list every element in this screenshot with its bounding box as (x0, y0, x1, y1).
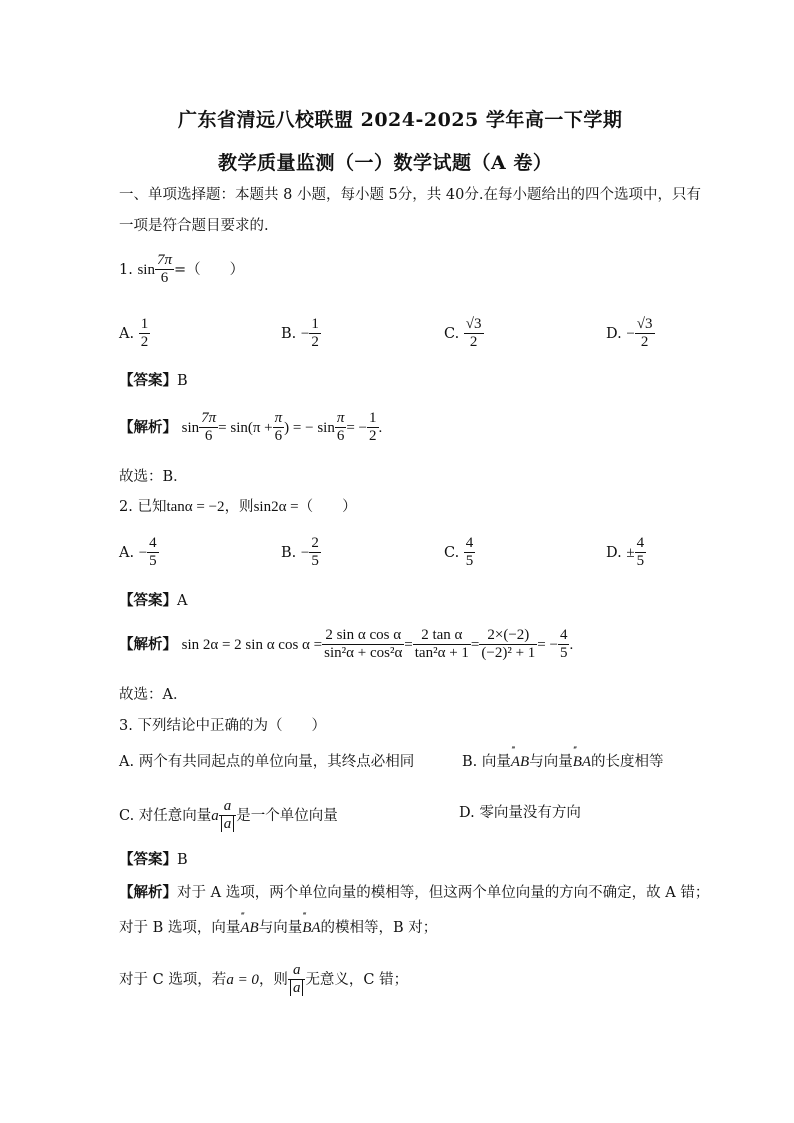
q1-option-b (281, 316, 321, 352)
q3-option-c (119, 798, 338, 834)
answer-value: B (177, 852, 188, 868)
fraction-den: a (221, 816, 235, 832)
option-sign: − (300, 325, 310, 342)
option-label: D. (606, 544, 622, 561)
fraction-num: 2×(−2) (479, 627, 537, 645)
analysis-fraction (367, 410, 379, 446)
answer-value: B (177, 373, 188, 389)
analysis-part: = − (537, 636, 558, 653)
option-fraction (635, 316, 655, 352)
analysis-text: 的模相等，B 对； (320, 920, 438, 936)
analysis-part: . (378, 419, 383, 436)
fraction-num: 1 (367, 410, 379, 428)
analysis-fraction (199, 410, 218, 446)
q2-stem-part: 已知 (137, 499, 167, 515)
analysis-part: = sin(π + (218, 419, 273, 436)
option-text: C. 对任意向量 (119, 807, 212, 824)
analysis-part: = (470, 636, 480, 653)
q1-option-c (444, 316, 484, 352)
vector-ab: ′′′ AB (511, 755, 529, 770)
option-fraction (464, 316, 484, 352)
option-num: 2 (309, 535, 321, 553)
option-den: 2 (311, 334, 319, 351)
q3-stem (119, 719, 326, 734)
analysis-text: ，则 (258, 971, 288, 988)
q1-option-d (606, 316, 655, 352)
section-intro-line2: 一项是符合题目要求的. (119, 218, 269, 234)
option-label: A. (119, 325, 135, 342)
fraction-den: a (290, 980, 304, 996)
q2-stem-part: ，则 (224, 499, 254, 515)
option-num: 4 (464, 535, 476, 553)
q3-analysis-line1 (119, 886, 709, 901)
option-num: 4 (147, 535, 159, 553)
option-text: 是一个单位向量 (236, 807, 338, 824)
option-sign: ± (626, 544, 635, 561)
option-den: 2 (140, 334, 149, 351)
analysis-part: . (569, 636, 574, 653)
analysis-label: 【解析】 (119, 418, 177, 436)
analysis-part: sin (181, 419, 200, 436)
answer-label: 【答案】 (119, 592, 177, 609)
q2-option-d (606, 535, 646, 571)
zero-vector-equation: a = 0 (226, 971, 259, 988)
fraction-num: 7π (199, 410, 218, 428)
q3-stem-text: 下列结论中正确的为（ ） (137, 718, 326, 734)
option-text: B. 向量 (462, 754, 511, 770)
option-fraction (139, 316, 151, 352)
fraction-den: 2 (369, 428, 377, 445)
answer-label: 【答案】 (119, 851, 177, 868)
q2-number: 2. (119, 499, 133, 515)
q3-analysis-line3 (119, 962, 408, 998)
fraction-num: a (219, 798, 237, 816)
option-label: D. (606, 325, 622, 342)
analysis-fraction (479, 627, 537, 663)
analysis-part: ) = − sin (284, 419, 335, 436)
option-label: C. (444, 544, 460, 561)
q3-option-a: A. 两个有共同起点的单位向量，其终点必相同 (119, 754, 415, 770)
fraction-num: a (288, 962, 306, 980)
option-den: 5 (636, 553, 645, 570)
analysis-part: = (404, 636, 413, 653)
q3-option-d: D. 零向量没有方向 (459, 805, 581, 821)
option-label: B. (281, 544, 297, 561)
q1-stem-num: 7π (155, 252, 174, 270)
q1-choose: 故选：B． (119, 469, 188, 485)
q2-answer (119, 594, 187, 609)
option-den: 5 (311, 553, 319, 570)
q2-stem (119, 500, 357, 515)
q1-stem-func: sin (137, 261, 155, 278)
analysis-fraction (558, 627, 570, 663)
fraction-num: π (273, 410, 285, 428)
option-den: 5 (465, 553, 474, 570)
option-fraction (464, 535, 476, 571)
analysis-fraction (335, 410, 347, 446)
fraction-den: tan²α + 1 (414, 645, 469, 662)
option-label: A. (119, 544, 135, 561)
fraction-den: 6 (274, 428, 283, 445)
q1-number: 1. (119, 261, 133, 278)
vector-a: a (211, 807, 219, 824)
q2-option-c (444, 535, 475, 571)
option-label: B. (281, 325, 297, 342)
q1-analysis (119, 410, 382, 446)
option-den: 2 (640, 334, 649, 351)
analysis-text: 与向量 (258, 920, 303, 936)
analysis-text: 对于 B 选项，向量 (119, 920, 241, 936)
option-fraction (635, 535, 647, 571)
q2-analysis (119, 627, 573, 663)
analysis-text: 对于 A 选项，两个单位向量的模相等，但这两个单位向量的方向不确定，故 A 错； (177, 885, 710, 901)
analysis-part: = − (346, 419, 368, 436)
q2-option-b (281, 535, 321, 571)
q1-stem-den: 6 (160, 270, 169, 287)
vector-ba: ′′′ BA (302, 921, 320, 936)
option-fraction (147, 535, 159, 571)
option-num: 4 (635, 535, 647, 553)
fraction-den: 5 (559, 645, 568, 662)
option-den: 2 (469, 334, 478, 351)
q1-answer (119, 374, 188, 389)
section-intro-line1: 一、单项选择题：本题共 8 小题，每小题 5分，共 40分.在每小题给出的四个选项中，只有 (119, 187, 701, 203)
analysis-fraction (273, 410, 285, 446)
option-fraction (309, 535, 321, 571)
option-den: 5 (149, 553, 157, 570)
option-num: 1 (309, 316, 321, 334)
q3-number: 3. (119, 718, 133, 734)
vector-ba: ′′′ BA (573, 755, 591, 770)
q2-choose: 故选：A． (119, 687, 188, 703)
unit-vector-fraction (219, 798, 237, 834)
vector-ab: ′′′ AB (240, 921, 258, 936)
option-text: 与向量 (529, 754, 573, 770)
analysis-label: 【解析】 (119, 884, 177, 901)
fraction-den: 6 (336, 428, 345, 445)
analysis-fraction (322, 627, 404, 663)
analysis-label: 【解析】 (119, 635, 177, 653)
fraction-num: 2 tan α (413, 627, 471, 645)
analysis-part: sin 2α = 2 sin α cos α = (181, 636, 323, 653)
fraction-den: 6 (204, 428, 213, 445)
q1-stem (119, 252, 244, 288)
page-title-line2: 教学质量监测（一）数学试题（A 卷） (218, 152, 553, 174)
option-sign: − (300, 544, 310, 561)
analysis-text: 对于 C 选项，若 (119, 971, 227, 988)
q2-option-a (119, 535, 159, 571)
q1-stem-suffix: =（ ） (173, 261, 245, 278)
fraction-num: π (335, 410, 347, 428)
fraction-num: 4 (558, 627, 570, 645)
q2-stem-part: （ ） (298, 499, 357, 515)
option-fraction (309, 316, 321, 352)
option-num: √3 (464, 316, 484, 334)
q1-option-a (119, 316, 150, 352)
fraction-den: (−2)² + 1 (481, 645, 536, 662)
q3-answer (119, 853, 188, 868)
q2-stem-part: sin2α = (253, 499, 299, 515)
option-num: √3 (635, 316, 655, 334)
q2-stem-part: tanα = −2 (166, 499, 225, 515)
option-label: C. (444, 325, 460, 342)
option-text: 的长度相等 (591, 754, 664, 770)
option-sign: − (138, 544, 148, 561)
answer-label: 【答案】 (119, 372, 177, 389)
analysis-text: 无意义，C 错； (305, 971, 409, 988)
option-num: 1 (139, 316, 151, 334)
option-sign: − (626, 325, 635, 342)
fraction-num: 2 sin α cos α (322, 627, 404, 645)
fraction-den: sin²α + cos²α (324, 645, 403, 662)
analysis-fraction (413, 627, 471, 663)
unit-vector-fraction (288, 962, 306, 998)
q1-stem-fraction (155, 252, 174, 288)
q3-analysis-line2 (119, 921, 437, 936)
page-title-line1: 广东省清远八校联盟 2024-2025 学年高一下学期 (178, 109, 623, 131)
q3-option-b (462, 755, 664, 770)
answer-value: A (177, 593, 188, 609)
